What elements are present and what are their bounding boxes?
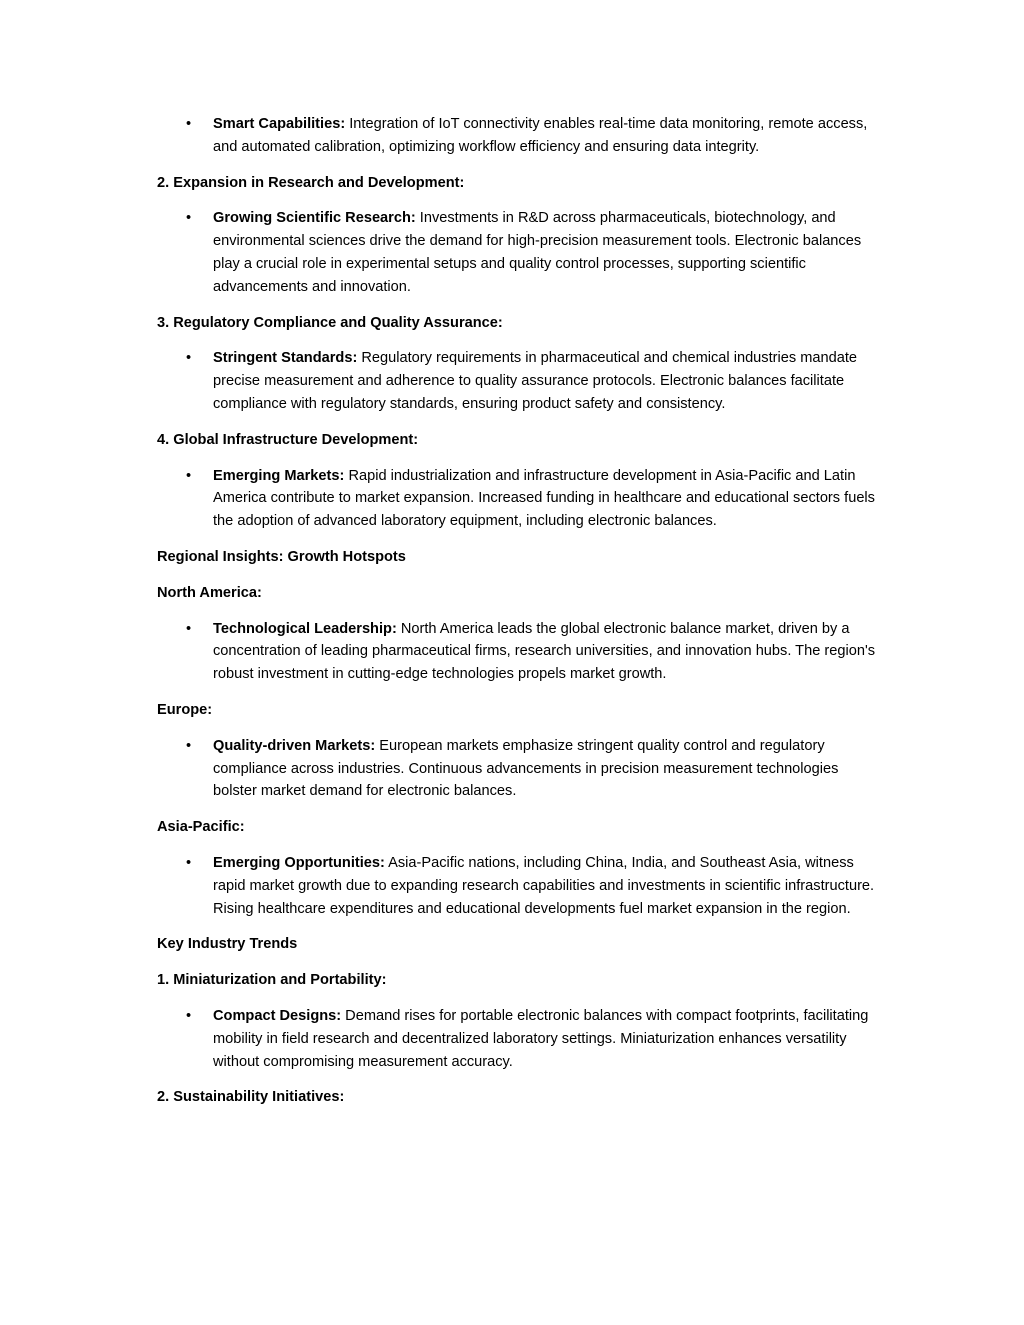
section-heading: Europe: <box>157 701 213 718</box>
bullet-text: Demand rises for portable electronic balances with compact footprints, facilitating mobility in field research and decentralized laboratory settings. Miniaturization enhances versatility without compromising measurement accuracy. <box>213 1007 869 1070</box>
list-item <box>157 618 877 686</box>
bullet-term: Compact Designs: <box>213 1007 342 1024</box>
bullet-text: Rapid industrialization and infrastructure development in Asia-Pacific and Latin America contribute to market expansion. Increased funding in healthcare and educational sectors fuels the adoption of advanced laboratory equipment, including electronic balances. <box>213 467 875 530</box>
bullet-icon: • <box>186 350 192 367</box>
list-item <box>157 735 877 803</box>
bullet-icon: • <box>186 467 192 484</box>
bullet-text: Integration of IoT connectivity enables real-time data monitoring, remote access, and automated calibration, optimizing workflow efficiency and ensuring data integrity. <box>213 116 868 155</box>
bullet-list <box>157 465 877 533</box>
bullet-icon: • <box>186 210 192 227</box>
section-heading: North America: <box>157 584 262 601</box>
list-item <box>157 1005 877 1073</box>
bullet-list <box>157 207 877 298</box>
bullet-term: Smart Capabilities: <box>213 116 346 132</box>
bullet-icon: • <box>186 737 192 754</box>
section-heading: 1. Miniaturization and Portability: <box>157 972 387 989</box>
bullet-term: Emerging Markets: <box>213 467 345 484</box>
section-heading: Key Industry Trends <box>157 936 298 953</box>
bullet-term: Quality-driven Markets: <box>213 737 376 754</box>
bullet-list <box>157 735 877 803</box>
bullet-text: European markets emphasize stringent quality control and regulatory compliance across industries. Continuous advancements in precision measurement technologies bolster market demand for electronic balances. <box>213 737 839 800</box>
section-heading: 2. Expansion in Research and Development: <box>157 174 465 191</box>
bullet-list <box>157 618 877 686</box>
bullet-list <box>157 347 877 415</box>
bullet-text: Regulatory requirements in pharmaceutical and chemical industries mandate precise measurement and adherence to quality assurance protocols. Electronic balances facilitate compliance with regulatory standards, ensuring product safety and consistency. <box>213 350 858 412</box>
section-heading: 3. Regulatory Compliance and Quality Assurance: <box>157 314 503 331</box>
bullet-text: Investments in R&D across pharmaceuticals, biotechnology, and environmental sciences drive the demand for high-precision measurement tools. Electronic balances play a crucial role in experimental setups and quality control processes, supporting scientific advancements and innovation. <box>213 210 862 295</box>
list-item <box>157 465 877 533</box>
section-heading: Regional Insights: Growth Hotspots <box>157 548 406 565</box>
list-item <box>157 113 877 159</box>
bullet-text: Asia-Pacific nations, including China, India, and Southeast Asia, witness rapid market growth due to expanding research capabilities and investments in scientific infrastructure. Rising healthcare expenditures and educational developments fuel market expansion in the region. <box>213 854 875 917</box>
section-heading: Asia-Pacific: <box>157 819 245 836</box>
bullet-icon: • <box>186 1007 192 1024</box>
list-item <box>157 852 877 920</box>
list-item <box>157 347 877 415</box>
section-heading: 2. Sustainability Initiatives: <box>157 1089 345 1106</box>
bullet-list <box>157 113 877 159</box>
bullet-list <box>157 852 877 920</box>
bullet-text: North America leads the global electronic balance market, driven by a concentration of leading pharmaceutical firms, research universities, and innovation hubs. The region's robust investment in cutting-edge technologies propels market growth. <box>213 620 876 683</box>
bullet-icon: • <box>186 620 192 637</box>
bullet-list <box>157 1005 877 1073</box>
bullet-term: Stringent Standards: <box>213 350 358 367</box>
bullet-term: Technological Leadership: <box>213 620 397 637</box>
bullet-term: Growing Scientific Research: <box>213 210 416 227</box>
bullet-icon: • <box>186 116 192 132</box>
bullet-icon: • <box>186 854 192 871</box>
section-heading: 4. Global Infrastructure Development: <box>157 431 419 448</box>
list-item <box>157 207 877 298</box>
bullet-term: Emerging Opportunities: <box>213 854 385 871</box>
document-body <box>157 113 877 1122</box>
